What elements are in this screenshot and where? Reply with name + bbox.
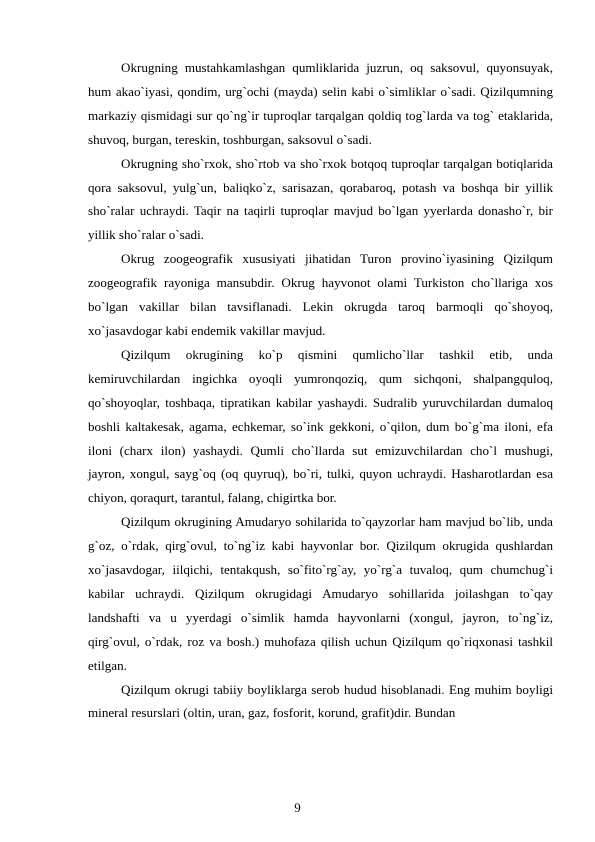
body-text [88,56,553,725]
paragraph-sandy-desert-fauna: Qizilqum okrugining ko`p qismini qumlicho`llar tashkil etib, unda kemiruvchilardan ingichka oyoqli yumronqoziq, qum sichqoni, shalpangquloq, qo`shoyoqlar, toshbaqa, tipratikan kabilar yashaydi. Sudralib yuruvchilardan dumaloq boshli kaltakesak, agama, echkemar, so`ink gekkoni, o`qilon, dum bo`g`ma iloni, efa iloni (charx ilon) yashaydi. Qumli cho`llarda sut emizuvchilardan cho`l mushugi, jayron, xongul, sayg`oq (oq quyruq), bo`ri, tulki, quyon uchraydi. Hasharotlardan esa chiyon, qoraqurt, tarantul, falang, chigirtka bor. [88,346,553,506]
paragraph-saline-soils: Okrugning sho`rxok, sho`rtob va sho`rxok botqoq tuproqlar tarqalgan botiqlarida qora saksovul, yulg`un, baliqko`z, sarisazan, qorabaroq, potash va boshqa bir yillik sho`ralar uchraydi. Taqir na taqirli tuproqlar mavjud bo`lgan yyerlarda donasho`r, bir yillik sho`ralar o`sadi. [88,155,553,243]
paragraph-amudarya-tugai: Qizilqum okrugining Amudaryo sohilarida to`qayzorlar ham mavjud bo`lib, unda g`oz, o`rdak, qirg`ovul, to`ng`iz kabi hayvonlar bor. Qizilqum okrugida qushlardan xo`jasavdogar, iilqichi, tentakqush, so`fito`rg`ay, yo`rg`a tuvaloq, qum chumchug`i kabilar uchraydi. Qizilqum okrugidagi Amudaryo sohillarida joilashgan to`qay landshafti va u yyerdagi o`simlik hamda hayvonlarni (xongul, jayron, to`ng`iz, qirg`ovul, o`rdak, roz va bosh.) muhofaza qilish uchun Qizilqum qo`riqxonasi tashkil etilgan. [88,514,553,673]
page-number: 9 [294,800,301,815]
paragraph-zoogeography: Okrug zoogeografik xususiyati jihatidan Turon provino`iyasining Qizilqum zoogeografik rayoniga mansubdir. Okrug hayvonot olami Turkiston cho`llariga xos bo`lgan vakillar bilan tavsiflanadi. Lekin okrugda taroq barmoqli qo`shoyoq, xo`jasavdogar kabi endemik vakillar mavjud. [88,251,553,338]
paragraph-vegetation-sands: Okrugning mustahkamlashgan qumliklarida juzrun, oq saksovul, quyonsuyak, hum akao`iyasi, qondim, urg`ochi (mayda) selin kabi o`simliklar o`sadi. Qizilqumning markaziy qismidagi sur qo`ng`ir tuproqlar tarqalgan qoldiq tog`larda va tog` etaklarida, shuvoq, burgan, tereskin, toshburgan, saksovul o`sadi. [88,60,553,147]
paragraph-natural-resources: Qizilqum okrugi tabiiy boyliklarga serob hudud hisoblanadi. Eng muhim boyligi mineral resurslari (oltin, uran, gaz, fosforit, korund, grafit)dir. Bundan [88,681,553,721]
